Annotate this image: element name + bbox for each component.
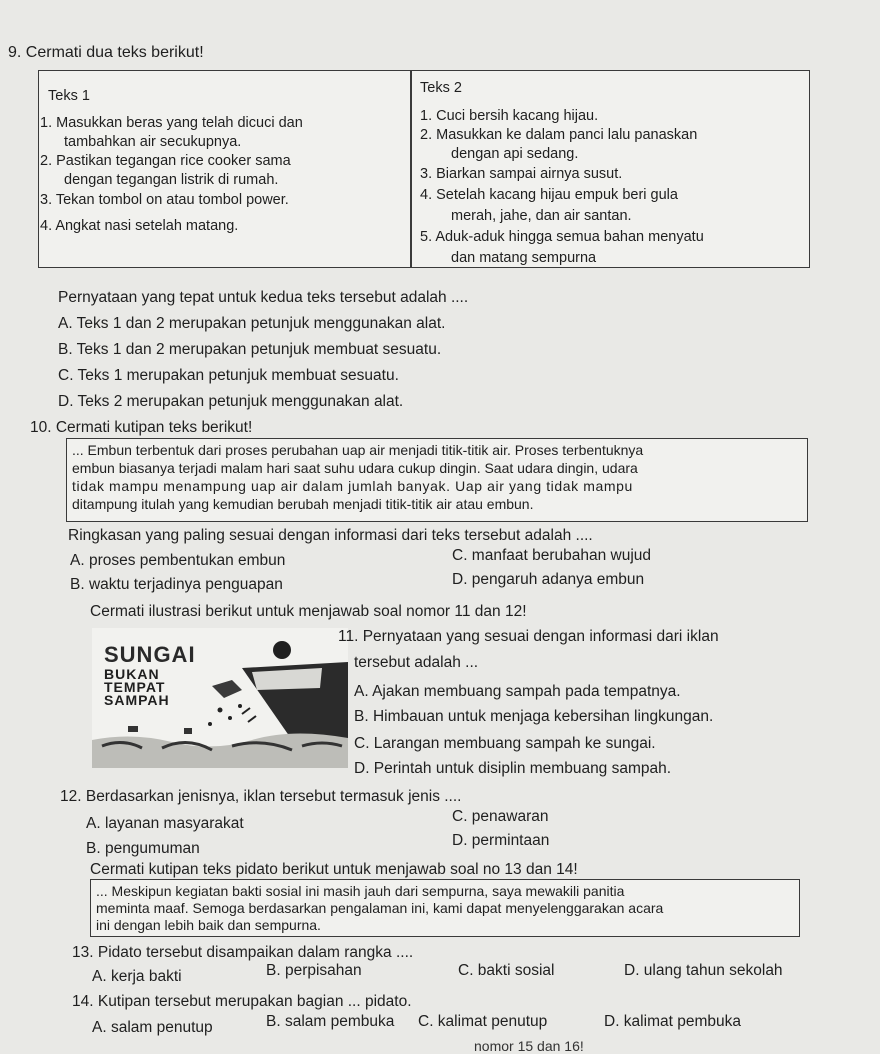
q10-passage-line: embun biasanya terjadi malam hari saat suhu udara cukup dingin. Saat udara dingin, udara: [72, 460, 638, 476]
q14-option-d[interactable]: D. kalimat pembuka: [604, 1013, 741, 1030]
q13-prompt: 13. Pidato tersebut disampaikan dalam rangka ....: [72, 944, 414, 961]
q9-prompt: Pernyataan yang tepat untuk kedua teks tersebut adalah ....: [58, 289, 469, 306]
table-divider: [410, 71, 412, 267]
q12-prompt: 12. Berdasarkan jenisnya, iklan tersebut termasuk jenis ....: [60, 788, 462, 805]
q9-option-c[interactable]: C. Teks 1 merupakan petunjuk membuat sesuatu.: [58, 367, 399, 384]
teks1-line: tambahkan air secukupnya.: [64, 134, 242, 150]
trash-debris: [242, 708, 256, 722]
q10-option-c[interactable]: C. manfaat berubahan wujud: [452, 547, 652, 564]
teks1-title: Teks 1: [48, 88, 90, 104]
q11-option-a[interactable]: A. Ajakan membuang sampah pada tempatnya.: [354, 683, 681, 700]
teks2-title: Teks 2: [420, 80, 462, 96]
pidato-passage-line: ini dengan lebih baik dan sempurna.: [96, 917, 321, 933]
q10-option-a[interactable]: A. proses pembentukan embun: [70, 552, 286, 569]
q11-option-b[interactable]: B. Himbauan untuk menjaga kebersihan lingkungan.: [354, 708, 714, 725]
q11-prompt: 11. Pernyataan yang sesuai dengan informasi dari iklan: [338, 628, 719, 645]
q10-option-d[interactable]: D. pengaruh adanya embun: [452, 571, 645, 588]
q11-option-c[interactable]: C. Larangan membuang sampah ke sungai.: [354, 735, 656, 752]
teks2-line: 3. Biarkan sampai airnya susut.: [420, 166, 623, 182]
q14-option-a[interactable]: A. salam penutup: [92, 1019, 213, 1036]
q12-option-a[interactable]: A. layanan masyarakat: [86, 815, 244, 832]
cut-off-text: nomor 15 dan 16!: [474, 1038, 584, 1054]
floating-trash: [184, 728, 192, 734]
poster-drawing: [92, 628, 348, 768]
q9-option-b[interactable]: B. Teks 1 dan 2 merupakan petunjuk membuat sesuatu.: [58, 341, 442, 358]
q10-option-b[interactable]: B. waktu terjadinya penguapan: [70, 576, 283, 593]
q13-option-d[interactable]: D. ulang tahun sekolah: [624, 962, 783, 979]
floating-trash: [128, 726, 138, 732]
q9-heading: 9. Cermati dua teks berikut!: [8, 44, 204, 61]
poster-title: SUNGAI: [104, 642, 196, 667]
pidato-passage-line: meminta maaf. Semoga berdasarkan pengalaman ini, kami dapat menyelenggarakan acara: [96, 900, 664, 916]
poster-text: TEMPAT: [104, 679, 166, 695]
teks2-line: 4. Setelah kacang hijau empuk beri gula: [420, 187, 678, 203]
q13-option-a[interactable]: A. kerja bakti: [92, 968, 182, 985]
sun-icon: [273, 641, 291, 659]
trash-debris: [238, 704, 242, 708]
q10-passage-line: ... Embun terbentuk dari proses perubahan uap air menjadi titik-titik air. Proses terbentuknya: [72, 442, 644, 458]
q11-prompt-cont: tersebut adalah ...: [354, 654, 479, 671]
poster-illustration: [92, 628, 348, 768]
q14-prompt: 14. Kutipan tersebut merupakan bagian ... pidato.: [72, 993, 412, 1010]
pidato-intro: Cermati kutipan teks pidato berikut untuk menjawab soal no 13 dan 14!: [90, 861, 578, 878]
teks1-line: 2. Pastikan tegangan rice cooker sama: [40, 153, 291, 169]
q14-option-b[interactable]: B. salam pembuka: [266, 1013, 395, 1030]
q12-option-d[interactable]: D. permintaan: [452, 832, 550, 849]
poster-text: BUKAN: [104, 666, 160, 682]
q12-option-c[interactable]: C. penawaran: [452, 808, 549, 825]
trash-debris: [228, 716, 232, 720]
river-shape: [92, 733, 348, 768]
q9-option-a[interactable]: A. Teks 1 dan 2 merupakan petunjuk menggunakan alat.: [58, 315, 446, 332]
pidato-passage-line: ... Meskipun kegiatan bakti sosial ini masih jauh dari sempurna, saya mewakili panitia: [96, 883, 625, 899]
teks2-line: 2. Masukkan ke dalam panci lalu panaskan: [420, 127, 698, 143]
q10-prompt: Ringkasan yang paling sesuai dengan informasi dari teks tersebut adalah ....: [68, 527, 593, 544]
poster-text: SAMPAH: [104, 692, 170, 708]
trash-bag-icon: [212, 680, 242, 698]
teks1-line: dengan tegangan listrik di rumah.: [64, 172, 279, 188]
trash-debris: [218, 708, 223, 713]
q10-passage-line: ditampung itulah yang kemudian berubah menjadi titik-titik air atau embun.: [72, 496, 534, 512]
trash-debris: [208, 722, 212, 726]
q12-option-b[interactable]: B. pengumuman: [86, 840, 200, 857]
q14-option-c[interactable]: C. kalimat penutup: [418, 1013, 548, 1030]
teks2-line: dan matang sempurna: [451, 250, 597, 266]
teks1-line: 1. Masukkan beras yang telah dicuci dan: [40, 115, 303, 131]
teks1-line: 4. Angkat nasi setelah matang.: [40, 218, 239, 234]
teks2-line: 1. Cuci bersih kacang hijau.: [420, 108, 599, 124]
teks2-line: merah, jahe, dan air santan.: [451, 208, 632, 224]
teks2-line: 5. Aduk-aduk hingga semua bahan menyatu: [420, 229, 704, 245]
illustration-intro: Cermati ilustrasi berikut untuk menjawab soal nomor 11 dan 12!: [90, 603, 527, 620]
q10-heading: 10. Cermati kutipan teks berikut!: [30, 419, 253, 436]
q10-passage-line: tidak mampu menampung uap air dalam jumlah banyak. Uap air yang tidak mampu: [72, 478, 633, 494]
q13-option-b[interactable]: B. perpisahan: [266, 962, 362, 979]
q13-option-c[interactable]: C. bakti sosial: [458, 962, 555, 979]
teks1-line: 3. Tekan tombol on atau tombol power.: [40, 192, 289, 208]
q11-option-d[interactable]: D. Perintah untuk disiplin membuang sampah.: [354, 760, 672, 777]
q9-option-d[interactable]: D. Teks 2 merupakan petunjuk menggunakan alat.: [58, 393, 404, 410]
teks2-line: dengan api sedang.: [451, 146, 579, 162]
